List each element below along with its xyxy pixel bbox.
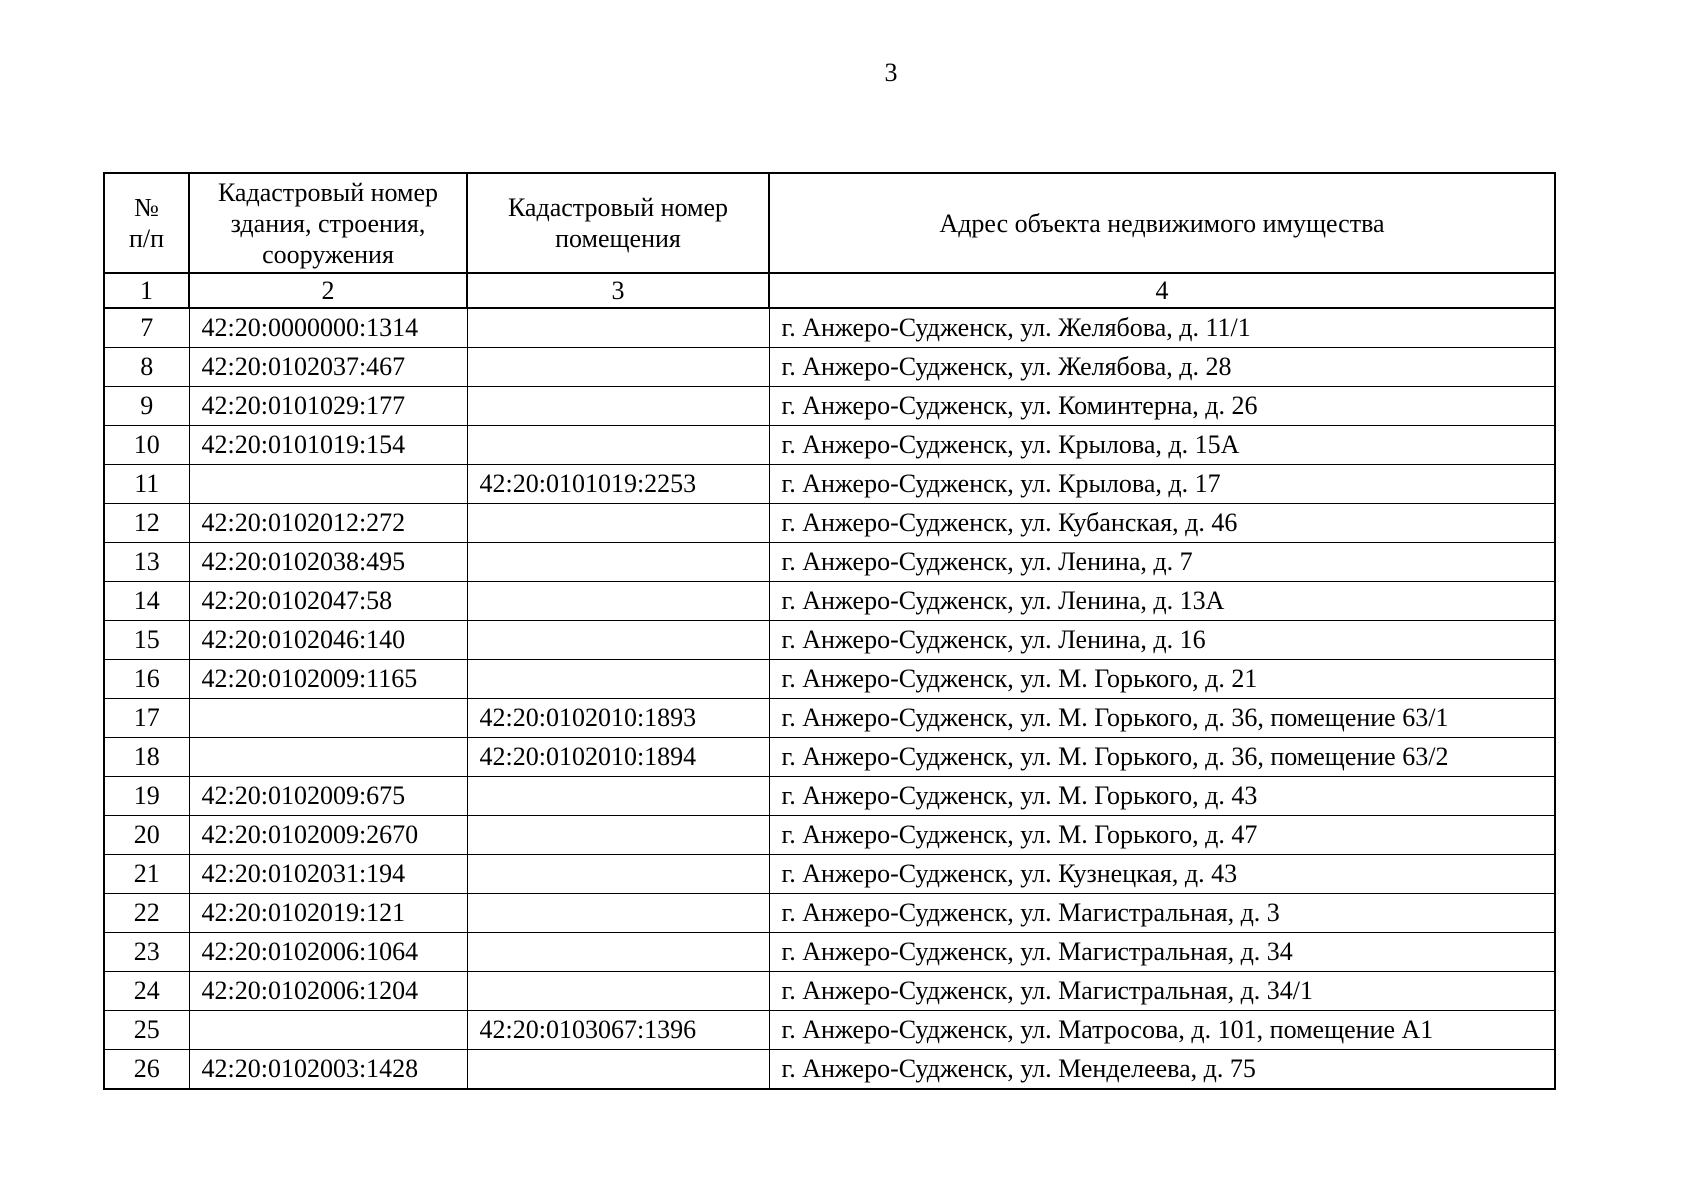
room-cadastral-number: [467, 777, 769, 816]
room-cadastral-number: 42:20:0102010:1894: [467, 738, 769, 777]
table-row: [104, 426, 1555, 465]
row-index: 18: [104, 738, 189, 777]
building-cadastral-number: 42:20:0102009:675: [189, 777, 467, 816]
property-address: г. Анжеро-Судженск, ул. Кубанская, д. 46: [769, 504, 1555, 543]
building-cadastral-number: 42:20:0102038:495: [189, 543, 467, 582]
table-row: [104, 1050, 1555, 1090]
property-address: г. Анжеро-Судженск, ул. Магистральная, д. 3: [769, 894, 1555, 933]
property-address: г. Анжеро-Судженск, ул. Кузнецкая, д. 43: [769, 855, 1555, 894]
building-cadastral-number: 42:20:0102019:121: [189, 894, 467, 933]
room-cadastral-number: [467, 1050, 769, 1090]
room-cadastral-number: [467, 621, 769, 660]
property-address: г. Анжеро-Судженск, ул. Желябова, д. 11/1: [769, 308, 1555, 348]
room-cadastral-number: [467, 504, 769, 543]
building-cadastral-number: 42:20:0101019:154: [189, 426, 467, 465]
row-index: 15: [104, 621, 189, 660]
property-address: г. Анжеро-Судженск, ул. М. Горького, д. 47: [769, 816, 1555, 855]
property-address: г. Анжеро-Судженск, ул. Матросова, д. 101, помещение А1: [769, 1011, 1555, 1050]
table-row: [104, 660, 1555, 699]
room-cadastral-number: [467, 933, 769, 972]
room-cadastral-number: [467, 816, 769, 855]
table-row: [104, 465, 1555, 504]
room-cadastral-number: [467, 894, 769, 933]
column-number: 3: [467, 273, 769, 308]
table-row: [104, 308, 1555, 348]
property-address: г. Анжеро-Судженск, ул. М. Горького, д. 21: [769, 660, 1555, 699]
row-index: 23: [104, 933, 189, 972]
room-cadastral-number: [467, 387, 769, 426]
row-index: 26: [104, 1050, 189, 1090]
row-index: 12: [104, 504, 189, 543]
property-address: г. Анжеро-Судженск, ул. Магистральная, д. 34: [769, 933, 1555, 972]
header-room-cadastral: [467, 173, 769, 273]
column-number: 2: [189, 273, 467, 308]
column-number: 4: [769, 273, 1555, 308]
row-index: 21: [104, 855, 189, 894]
room-cadastral-number: 42:20:0103067:1396: [467, 1011, 769, 1050]
property-address: г. Анжеро-Судженск, ул. Коминтерна, д. 26: [769, 387, 1555, 426]
property-address: г. Анжеро-Судженск, ул. М. Горького, д. 43: [769, 777, 1555, 816]
room-cadastral-number: 42:20:0102010:1893: [467, 699, 769, 738]
room-cadastral-number: [467, 543, 769, 582]
room-cadastral-number: 42:20:0101019:2253: [467, 465, 769, 504]
page-number: 3: [884, 58, 898, 87]
building-cadastral-number: [189, 465, 467, 504]
row-index: 25: [104, 1011, 189, 1050]
table-row: [104, 504, 1555, 543]
column-number-row: [104, 273, 1555, 308]
room-cadastral-number: [467, 308, 769, 348]
row-index: 13: [104, 543, 189, 582]
row-index: 22: [104, 894, 189, 933]
row-index: 19: [104, 777, 189, 816]
property-address: г. Анжеро-Судженск, ул. М. Горького, д. 36, помещение 63/2: [769, 738, 1555, 777]
table-row: [104, 894, 1555, 933]
room-cadastral-number: [467, 660, 769, 699]
row-index: 17: [104, 699, 189, 738]
row-index: 20: [104, 816, 189, 855]
row-index: 8: [104, 348, 189, 387]
building-cadastral-number: 42:20:0102003:1428: [189, 1050, 467, 1090]
property-address: г. Анжеро-Судженск, ул. Менделеева, д. 75: [769, 1050, 1555, 1090]
building-cadastral-number: 42:20:0102009:1165: [189, 660, 467, 699]
table-body: [104, 273, 1555, 1089]
table-row: [104, 777, 1555, 816]
room-cadastral-number: [467, 348, 769, 387]
table-row: [104, 972, 1555, 1011]
room-cadastral-number: [467, 972, 769, 1011]
building-cadastral-number: 42:20:0102009:2670: [189, 816, 467, 855]
table-row: [104, 738, 1555, 777]
table-row: [104, 1011, 1555, 1050]
property-address: г. Анжеро-Судженск, ул. Крылова, д. 17: [769, 465, 1555, 504]
table-row: [104, 699, 1555, 738]
row-index: 9: [104, 387, 189, 426]
property-address: г. Анжеро-Судженск, ул. Магистральная, д. 34/1: [769, 972, 1555, 1011]
room-cadastral-number: [467, 426, 769, 465]
row-index: 24: [104, 972, 189, 1011]
table-header-row: [104, 173, 1555, 273]
header-room-cadastral-label: Кадастровый номер помещения: [507, 193, 729, 253]
header-index-label: № п/п: [128, 193, 165, 253]
row-index: 11: [104, 465, 189, 504]
building-cadastral-number: 42:20:0102006:1204: [189, 972, 467, 1011]
row-index: 14: [104, 582, 189, 621]
row-index: 10: [104, 426, 189, 465]
property-address: г. Анжеро-Судженск, ул. Желябова, д. 28: [769, 348, 1555, 387]
column-number: 1: [104, 273, 189, 308]
building-cadastral-number: [189, 738, 467, 777]
building-cadastral-number: 42:20:0102037:467: [189, 348, 467, 387]
building-cadastral-number: 42:20:0102012:272: [189, 504, 467, 543]
property-address: г. Анжеро-Судженск, ул. М. Горького, д. 36, помещение 63/1: [769, 699, 1555, 738]
table-row: [104, 816, 1555, 855]
table-row: [104, 933, 1555, 972]
header-building-cadastral-label: Кадастровый номер здания, строения, сооружения: [217, 177, 439, 269]
header-address-label: Адрес объекта недвижимого имущества: [939, 208, 1385, 238]
room-cadastral-number: [467, 582, 769, 621]
property-table: [103, 172, 1556, 1090]
property-address: г. Анжеро-Судженск, ул. Крылова, д. 15А: [769, 426, 1555, 465]
building-cadastral-number: [189, 1011, 467, 1050]
header-building-cadastral: [189, 173, 467, 273]
building-cadastral-number: 42:20:0101029:177: [189, 387, 467, 426]
building-cadastral-number: 42:20:0102047:58: [189, 582, 467, 621]
header-address: [769, 173, 1555, 273]
table-row: [104, 348, 1555, 387]
header-index: [104, 173, 189, 273]
building-cadastral-number: 42:20:0000000:1314: [189, 308, 467, 348]
property-address: г. Анжеро-Судженск, ул. Ленина, д. 7: [769, 543, 1555, 582]
property-address: г. Анжеро-Судженск, ул. Ленина, д. 13А: [769, 582, 1555, 621]
table-row: [104, 543, 1555, 582]
table-row: [104, 387, 1555, 426]
table-row: [104, 621, 1555, 660]
table-row: [104, 855, 1555, 894]
room-cadastral-number: [467, 855, 769, 894]
building-cadastral-number: 42:20:0102006:1064: [189, 933, 467, 972]
table-row: [104, 582, 1555, 621]
building-cadastral-number: 42:20:0102046:140: [189, 621, 467, 660]
building-cadastral-number: [189, 699, 467, 738]
row-index: 7: [104, 308, 189, 348]
row-index: 16: [104, 660, 189, 699]
building-cadastral-number: 42:20:0102031:194: [189, 855, 467, 894]
property-address: г. Анжеро-Судженск, ул. Ленина, д. 16: [769, 621, 1555, 660]
